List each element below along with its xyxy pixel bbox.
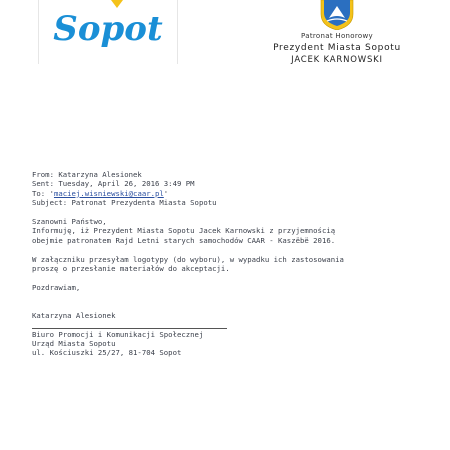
sopot-crest-icon: [315, 0, 359, 30]
email-greeting: Szanowni Państwo,: [32, 216, 107, 226]
email-sent: Sent: Tuesday, April 26, 2016 3:49 PM: [32, 179, 195, 189]
email-body-line-3: W załączniku przesyłam logotypy (do wyboru), w wypadku ich zastosowania: [32, 254, 344, 264]
email-body-line-1: Informuję, iż Prezydent Miasta Sopotu Jacek Karnowski z przyjemnością: [32, 226, 336, 236]
email-body: [32, 170, 432, 358]
email-to-prefix: To: ': [32, 188, 54, 198]
sopot-logo-text: Sopot: [53, 9, 163, 49]
email-signature-dept: Biuro Promocji i Komunikacji Społecznej: [32, 329, 204, 339]
email-body-line-4: proszę o przesłanie materiałów do akceptacji.: [32, 263, 230, 273]
patronage-title: Patronat Honorowy: [301, 32, 373, 40]
email-to: [32, 189, 432, 198]
sopot-logo: [38, 0, 178, 64]
patronage-mayor-title: Prezydent Miasta Sopotu: [273, 43, 401, 53]
sopot-logo-icon: [39, 0, 177, 64]
email-body-line-2: obejmie patronatem Rajd Letni starych samochodów CAAR - Kaszëbë 2016.: [32, 235, 336, 245]
patronage-logo: [262, 0, 412, 70]
email-signature-address: ul. Kościuszki 25/27, 81-704 Sopot: [32, 348, 182, 358]
email-signature-office: Urząd Miasta Sopotu: [32, 339, 116, 349]
email-to-suffix: ': [163, 188, 169, 198]
signature-divider: [32, 328, 227, 329]
email-signature-name: Katarzyna Alesionek: [32, 310, 116, 320]
email-subject: Subject: Patronat Prezydenta Miasta Sopotu: [32, 198, 217, 208]
email-from: From: Katarzyna Alesionek: [32, 170, 142, 179]
patronage-mayor-name: JACEK KARNOWSKI: [291, 55, 383, 65]
email-closing: Pozdrawiam,: [32, 282, 81, 292]
email-to-link[interactable]: maciej.wisniewski@caar.pl: [53, 188, 164, 198]
